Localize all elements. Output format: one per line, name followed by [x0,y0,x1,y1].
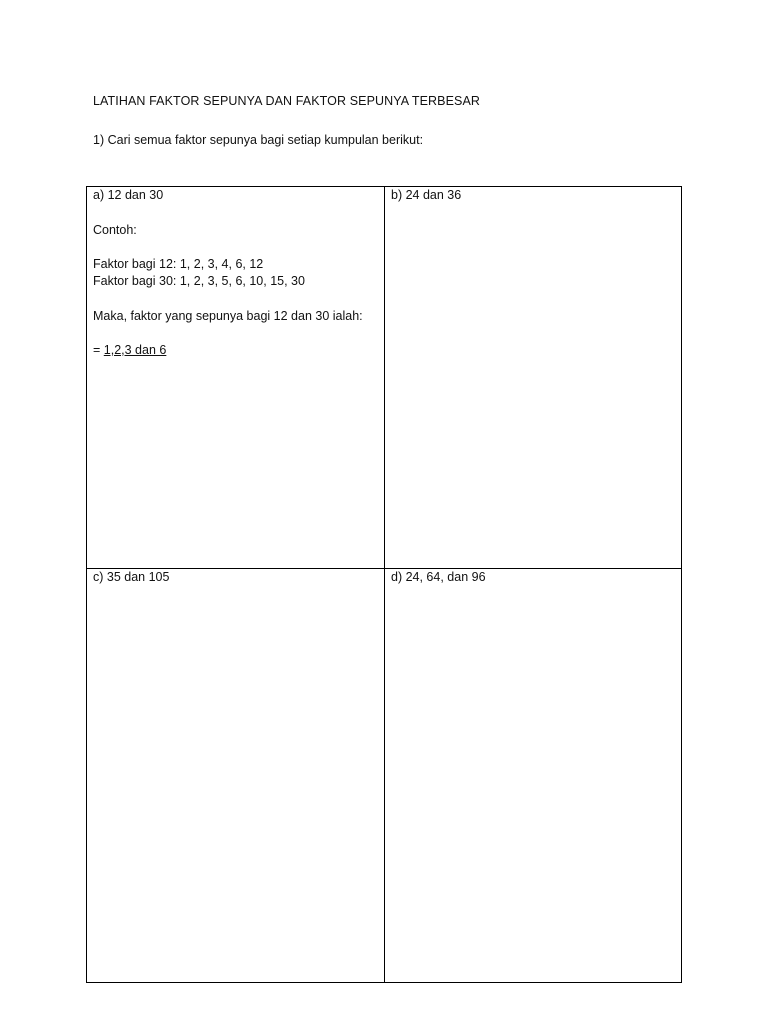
conclusion-text: Maka, faktor yang sepunya bagi 12 dan 30 ialah: [93,308,363,323]
cell-a-label: a) 12 dan 30 [93,188,164,202]
cell-c-label: c) 35 dan 105 [93,570,170,584]
question-1: 1) Cari semua faktor sepunya bagi setiap kumpulan berikut: [93,133,424,147]
spacer [93,204,363,222]
factors-12: Faktor bagi 12: 1, 2, 3, 4, 6, 12 [93,257,264,271]
answer-grid [86,186,682,983]
cell-c [93,569,169,586]
answer-line [93,342,363,359]
factors-30: Faktor bagi 30: 1, 2, 3, 5, 6, 10, 15, 30 [93,274,305,288]
answer-prefix: = [93,343,104,357]
vertical-divider [384,187,385,982]
spacer [93,239,363,257]
example-heading: Contoh: [93,222,137,237]
cell-d [391,569,486,586]
spacer [93,325,363,343]
horizontal-divider [87,568,681,569]
cell-b-label: b) 24 dan 36 [391,188,462,202]
page-title: LATIHAN FAKTOR SEPUNYA DAN FAKTOR SEPUNYA TERBESAR [93,94,481,108]
cell-a [93,187,363,359]
spacer [93,290,363,308]
cell-b [391,187,461,204]
answer-value: 1,2,3 dan 6 [103,343,167,357]
cell-d-label: d) 24, 64, dan 96 [391,570,486,584]
